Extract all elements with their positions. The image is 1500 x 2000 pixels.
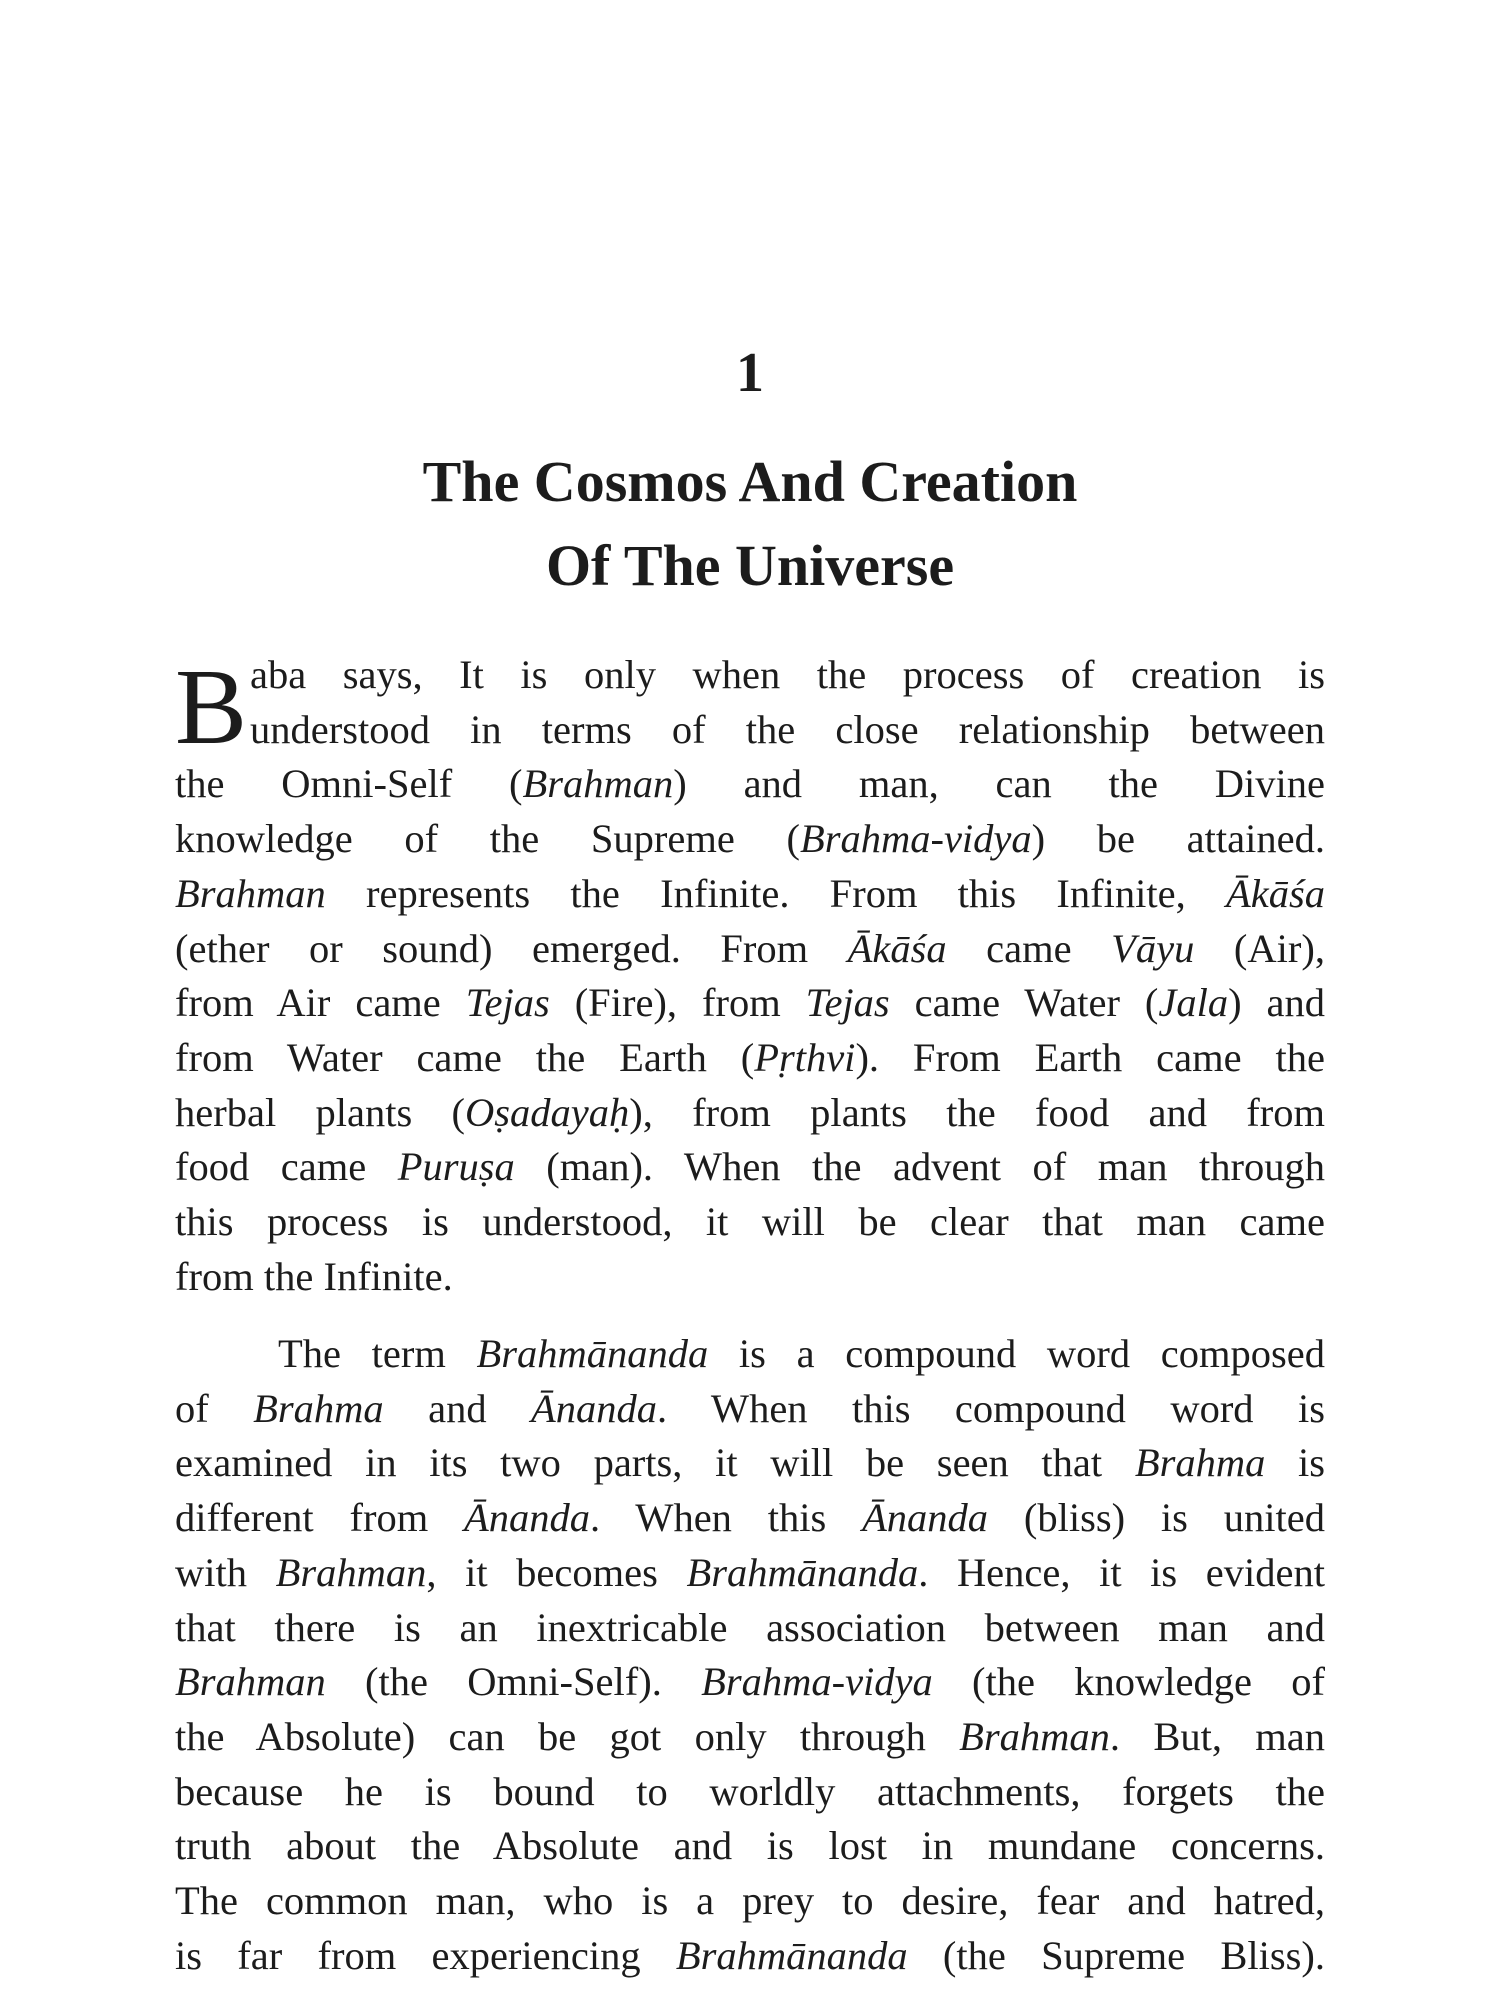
paragraph-line: the Absolute) can be got only through Brahman. But, man (175, 1713, 1325, 1759)
paragraph-line: The common man, who is a prey to desire, fear and hatred, (175, 1878, 1325, 1924)
paragraph-2 (175, 1327, 1325, 1983)
paragraph-line: of Brahma and Ānanda. When this compound word is (175, 1385, 1325, 1431)
paragraph-line: understood in terms of the close relationship between (250, 706, 1325, 752)
drop-cap: B (175, 648, 248, 767)
paragraph-line: food came Puruṣa (man). When the advent of man through (175, 1144, 1325, 1190)
chapter-title-line-2: Of The Universe (545, 533, 955, 598)
paragraph-line: because he is bound to worldly attachments, forgets the (175, 1768, 1325, 1814)
paragraph-line: Brahman represents the Infinite. From this Infinite, Ākāśa (175, 870, 1325, 916)
paragraph-line: the Omni-Self (Brahman) and man, can the Divine (175, 761, 1325, 807)
paragraph-line: this process is understood, it will be clear that man came (175, 1199, 1325, 1245)
chapter-title-line-1: The Cosmos And Creation (422, 449, 1078, 514)
paragraph-line: from Water came the Earth (Pṛthvi). From Earth came the (175, 1034, 1325, 1080)
paragraph-line: from the Infinite. (175, 1253, 453, 1299)
paragraph-line: from Air came Tejas (Fire), from Tejas came Water (Jala) and (175, 980, 1325, 1026)
paragraph-line: is far from experiencing Brahmānanda (the Supreme Bliss). (175, 1932, 1325, 1978)
paragraph-line: (ether or sound) emerged. From Ākāśa came Vāyu (Air), (175, 925, 1325, 971)
chapter-title (0, 440, 1500, 608)
paragraph-line: herbal plants (Oṣadayaḥ), from plants the food and from (175, 1089, 1326, 1135)
paragraph-line: with Brahman, it becomes Brahmānanda. Hence, it is evident (175, 1549, 1325, 1595)
paragraph-line: truth about the Absolute and is lost in mundane concerns. (175, 1823, 1325, 1869)
paragraph-line: different from Ānanda. When this Ānanda (bliss) is united (175, 1495, 1325, 1541)
paragraph-line: Brahman (the Omni-Self). Brahma-vidya (the knowledge of (175, 1659, 1325, 1705)
paragraph-line: aba says, It is only when the process of creation is (250, 652, 1325, 697)
paragraph-line: that there is an inextricable association between man and (175, 1604, 1325, 1650)
paragraph-1 (175, 648, 1325, 1304)
paragraph-line: knowledge of the Supreme (Brahma-vidya) be attained. (175, 816, 1325, 862)
paragraph-line: The term Brahmānanda is a compound word composed (278, 1331, 1325, 1376)
chapter-number: 1 (736, 342, 764, 404)
paragraph-line: examined in its two parts, it will be seen that Brahma is (175, 1440, 1326, 1486)
